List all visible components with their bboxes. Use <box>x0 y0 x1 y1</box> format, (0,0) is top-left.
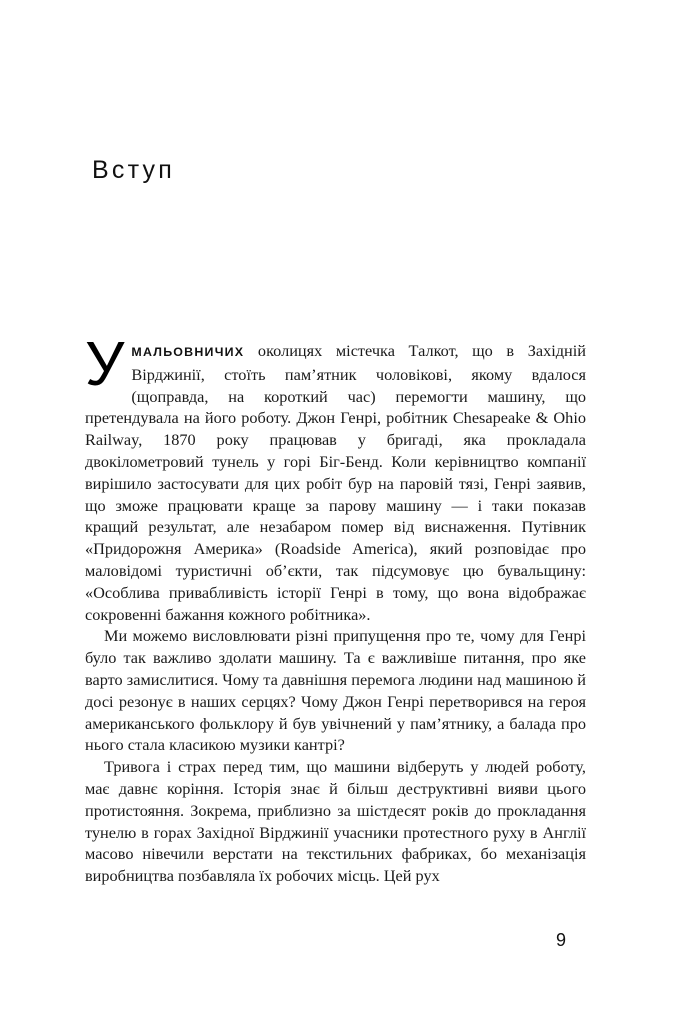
paragraph-opening <box>85 330 586 625</box>
page-number: 9 <box>556 930 567 950</box>
paragraph: Тривога і страх перед тим, що машини відберуть у людей роботу, має давнє коріння. Історія знає й більш деструктивні вияви цього протистояння. Зокрема, приблизно за шістдесят років до прокладання тунелю в горах Західної Вірджинії учасники протестного руху в Англії масово нівечили верстати на текстильних фабриках, бо механізація виробництва позбавляла їх робочих місць. Цей рух <box>85 757 586 886</box>
paragraph-opening-body: околицях містечка Талкот, що в Західній Вірджинії, стоїть пам’ятник чоловікові, якому вдалося (щоправда, на короткий час) перемогти машину, що претендувала на його роботу. Джон Генрі, робітник Chesapeake & Ohio Railway, 1870 року працював у бригаді, яка прокладала двокілометровий тунель у горі Біг-Бенд. Коли керівництво компанії вирішило застосувати для цих робіт бур на паровій тязі, Генрі заявив, що зможе працювати краще за парову машину — і таки показав кращий результат, але незабаром помер від виснаження. Путівник «Придорожня Америка» (Roadside America), який розповідає про маловідомі туристичні об’єкти, так підсумовує цю бувальщину: «Особлива привабливість історії Генрі в тому, що вона відображає сокровенні бажання кожного робітника». <box>85 341 586 624</box>
page-title: Вступ <box>92 155 175 184</box>
body-text-block <box>85 330 586 887</box>
small-caps-lead-in: МАЛЬОВНИЧИХ <box>131 345 245 359</box>
paragraph: Ми можемо висловлювати різні припущення про те, чому для Генрі було так важливо здолати машину. Та є важливіше питання, про яке варто замислитися. Чому та давнішня перемога людини над машиною й досі резонує в наших серцях? Чому Джон Генрі перетворився на героя американського фольклору й був увічнений у пам’ятнику, а балада про нього стала класикою музики кантрі? <box>85 626 586 755</box>
drop-cap: У <box>85 330 125 399</box>
